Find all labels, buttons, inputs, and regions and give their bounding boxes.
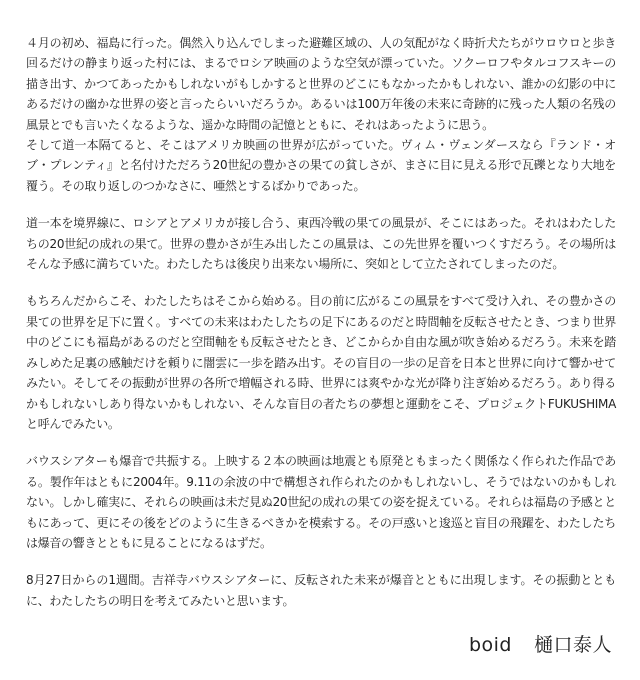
paragraph-gap: [26, 274, 616, 291]
paragraph-gap: [26, 434, 616, 451]
paragraph-baus-theater: バウスシアターも爆音で共振する。上映する２本の映画は地震とも原発ともまったく関係なく作られた作品である。製作年はともに2004年。9.11の余波の中で構想され作られたのかもしれないし、そうではないのかもしれない。しかし確実に、それらの映画は未だ見ぬ20世紀の成れの果ての姿を捉えている。それらは福島の予感とともにあって、更にその後をどのように生きるべきかを模索する。その戸惑いと逡巡と盲目の飛躍を、わたしたちは爆音の響きとともに見ることになるはずだ。: [26, 454, 616, 550]
paragraph-gap: [26, 196, 616, 213]
paragraph-gap: [26, 553, 616, 570]
signature-name: 樋口泰人: [533, 634, 612, 656]
paragraph-announcement: 8月27日からの1週間。吉祥寺バウスシアターに、反転された未来が爆音とともに出現します。その振動とともに、わたしたちの明日を考えてみたいと思います。: [26, 573, 616, 608]
signature-org: boid: [468, 634, 512, 656]
signature: [469, 630, 612, 657]
letter-body: [26, 33, 616, 611]
paragraph-fukushima-visit: ４月の初め、福島に行った。偶然入り込んでしまった避難区域の、人の気配がなく時折犬たちがウロウロと歩き回るだけの静まり返った村には、まるでロシア映画のような空気が漂っていた。ソクーロフやタルコフスキーの描き出す、かつてあったかもしれないがもしかすると世界のどこにもなかったかもしれない、誰かの幻影の中にあるだけの幽かな世界の姿と言ったらいいだろうか。あるいは100万年後の未来に奇跡的に残った人類の名残の風景とでも言いたくなるような、遥かな時間の記憶とともに、それはあったように思う。: [26, 36, 616, 132]
paragraph-american-landscape: そして道一本隔てると、そこはアメリカ映画の世界が広がっていた。ヴィム・ヴェンダースなら『ランド・オブ・プレンティ』と名付けただろう20世紀の豊かさの果ての貧しさが、まさに目に見える形で瓦礫となり大地を覆う。その取り返しのつかなさに、唖然とするばかりであった。: [26, 138, 616, 193]
paragraph-project-fukushima: もちろんだからこそ、わたしたちはそこから始める。目の前に広がるこの風景をすべて受け入れ、その豊かさの果ての世界を足下に置く。すべての未来はわたしたちの足下にあるのだと時間軸を反転させたとき、つまり世界中のどこにも福島があるのだと空間軸をも反転させたとき、どこからか自由な風が吹き始めるだろう。未来を踏みしめた足裏の感触だけを頼りに闇雲に一歩を踏み出す。その盲目の一歩の足音を日本と世界に向けて響かせてみたい。そしてその振動が世界の各所で増幅される時、世界には爽やかな光が降り注ぎ始めるだろう。あり得るかもしれないしあり得ないかもしれない、そんな盲目の者たちの夢想と運動をこそ、プロジェクトFUKUSHIMAと呼んでみたい。: [26, 294, 616, 431]
paragraph-cold-war-border: 道一本を境界線に、ロシアとアメリカが接し合う、東西冷戦の果ての風景が、そこにはあった。それはわたしたちの20世紀の成れの果て。世界の豊かさが生み出したこの風景は、この先世界を覆いつくすだろう。その場所はそんな予感に満ちていた。わたしたちは後戻り出来ない場所に、突如として立たされてしまったのだ。: [26, 216, 616, 272]
